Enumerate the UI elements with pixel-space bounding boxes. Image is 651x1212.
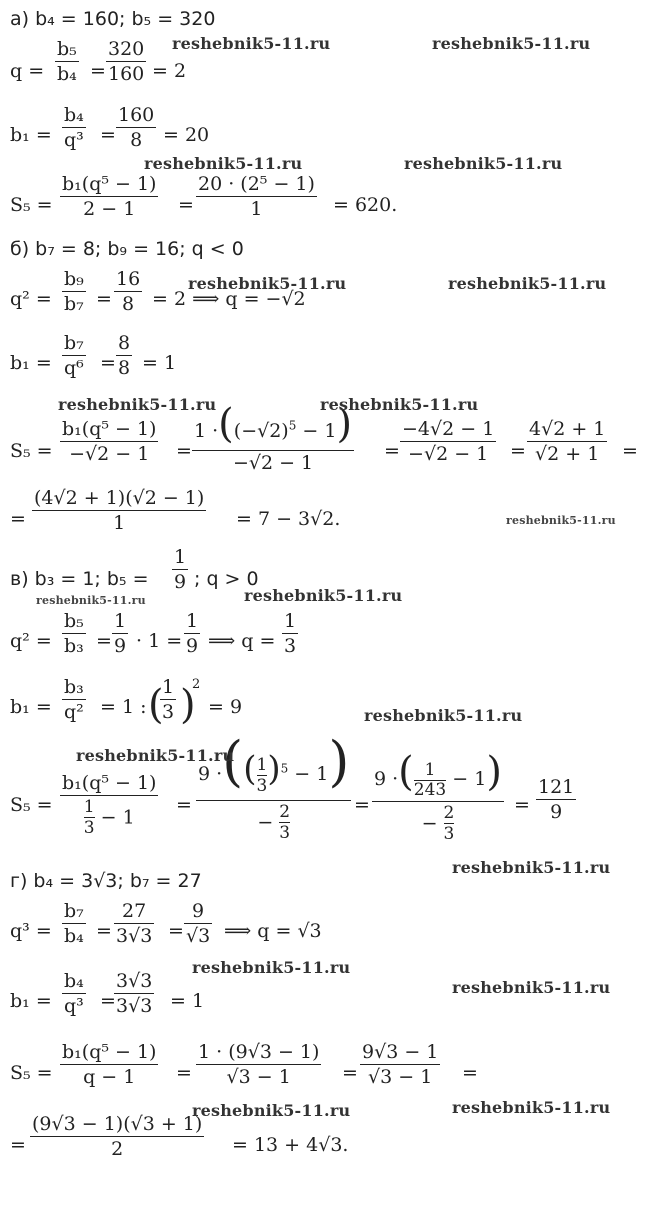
part-v-s5-frac2-inner-num: 1 [256, 754, 268, 775]
part-v-b1-frac1-num: b₃ [64, 676, 84, 698]
part-b-s5-frac4-den: √2 + 1 [527, 441, 607, 465]
part-a-q-lhs: q = [10, 60, 45, 82]
part-v-s5-frac3-close: ) [486, 749, 502, 795]
part-a-q-frac2 [106, 38, 146, 85]
part-v-s5-frac2-exp: 5 [280, 761, 289, 776]
part-b-cont-frac-num: (4√2 + 1)(√2 − 1) [34, 487, 205, 509]
part-v-s5-lhs: S₅ = [10, 794, 53, 816]
part-v-b1-result: = 9 [208, 696, 243, 718]
part-b-s5-frac1-num: b₁(q⁵ − 1) [62, 418, 157, 440]
part-b-b1-lhs: b₁ = [10, 352, 52, 374]
watermark: reshebnik5-11.ru [448, 274, 607, 293]
part-v-s5-frac3-inner-frac [414, 761, 446, 800]
part-v-s5-frac2-den [196, 800, 351, 843]
part-g-cont-result: = 13 + 4√3. [232, 1134, 349, 1156]
part-a-s5-lhs: S₅ = [10, 194, 53, 216]
part-b-q-eq1: = [96, 288, 112, 310]
part-v-q-lhs: q² = [10, 630, 52, 652]
part-g-b1-frac2-num: 3√3 [116, 970, 153, 992]
part-g-q-frac3-num: 9 [192, 900, 205, 922]
part-b-b1-eq1: = [100, 352, 116, 374]
watermark: reshebnik5-11.ru [192, 958, 351, 977]
part-g-b1-lhs: b₁ = [10, 990, 52, 1012]
part-v-s5-frac2-inner-open: ( [243, 749, 257, 789]
watermark: reshebnik5-11.ru [320, 395, 479, 414]
part-b-s5-frac2-tail: − 1 [302, 420, 337, 442]
part-v-s5-frac1-den-frac [84, 797, 95, 838]
part-v-s5-frac1 [60, 772, 158, 843]
part-v-s5-frac3-coef: 9 · [374, 768, 399, 790]
part-a-b1-eq1: = [100, 124, 116, 146]
part-v-s5-frac1-den-tail: − 1 [100, 806, 135, 829]
part-v-s5-frac2-tail: − 1 [294, 763, 329, 785]
part-b-q-lhs: q² = [10, 288, 52, 310]
part-v-header-frac-num: 1 [174, 546, 187, 568]
part-v-q-frac2 [112, 610, 128, 657]
part-v-b1-open: ( [148, 682, 164, 728]
part-b-s5-eq2: = [384, 440, 400, 462]
part-g-s5-frac1 [60, 1041, 158, 1088]
part-g-s5-frac3 [360, 1041, 440, 1088]
part-v-s5-frac4 [536, 776, 576, 823]
part-b-q-frac1 [62, 268, 86, 315]
watermark: reshebnik5-11.ru [58, 395, 217, 414]
part-g-q-frac2-den: 3√3 [116, 925, 153, 947]
watermark: reshebnik5-11.ru [172, 34, 331, 53]
part-b-s5-frac1-den: −√2 − 1 [60, 441, 158, 465]
part-v-s5-frac1-num: b₁(q⁵ − 1) [62, 772, 157, 794]
part-g-s5-lhs: S₅ = [10, 1062, 53, 1084]
part-v-s5-frac3-inner-den: 243 [413, 779, 447, 800]
part-v-s5-frac3-den-den: 3 [443, 823, 455, 844]
part-b-s5-frac2-open: ( [218, 401, 234, 447]
part-a-s5-frac1-den: 2 − 1 [60, 196, 158, 220]
part-g-b1-result: = 1 [170, 990, 205, 1012]
part-g-cont-frac [30, 1113, 204, 1160]
part-v-s5-frac2-inner-den: 3 [256, 775, 268, 796]
part-v-q-frac2-den: 9 [114, 635, 127, 657]
part-g-q-frac2 [114, 900, 154, 947]
part-g-s5-frac1-num: b₁(q⁵ − 1) [62, 1041, 157, 1063]
part-v-b1-mid: = 1 : [100, 696, 147, 718]
part-g-s5-frac3-den: √3 − 1 [360, 1064, 440, 1088]
part-b-s5-frac2-inner: (−√2) [233, 420, 289, 442]
watermark: reshebnik5-11.ru [188, 274, 347, 293]
part-v-header-tail: ; q > 0 [194, 568, 259, 590]
part-b-q-frac2 [114, 268, 142, 315]
part-v-s5-frac2-den-den: 3 [279, 823, 291, 843]
part-v-s5-frac1-den [60, 795, 158, 843]
part-g-s5-frac3-num: 9√3 − 1 [362, 1041, 439, 1063]
part-b-b1-result: = 1 [142, 352, 177, 374]
part-v-s5-frac3-den-sign: − [421, 812, 438, 834]
part-g-s5-result: = [462, 1062, 478, 1084]
part-a-b1-frac2-num: 160 [118, 104, 155, 126]
part-v-q-arrow: ⟹ q = [208, 630, 276, 652]
part-g-b1-frac1 [62, 970, 86, 1017]
part-v-s5-frac2-open: ( [222, 730, 244, 793]
part-g-s5-eq1: = [176, 1062, 192, 1084]
part-v-s5-frac4-den: 9 [536, 799, 576, 823]
part-g-cont-lhs: = [10, 1134, 26, 1156]
part-b-s5-frac3 [400, 418, 496, 465]
part-a-b1-frac2 [116, 104, 156, 151]
part-v-s5-frac2-inner-close: ) [267, 749, 281, 789]
part-v-s5-eq2: = [354, 794, 370, 816]
part-b-b1-frac1 [62, 332, 86, 379]
part-v-s5-frac1-den-num: 1 [83, 797, 95, 817]
part-v-s5-frac2-den-frac [279, 802, 290, 843]
part-v-b1-lhs: b₁ = [10, 696, 52, 718]
part-b-b1-frac1-num: b₇ [64, 332, 84, 354]
watermark: reshebnik5-11.ru [364, 706, 523, 725]
part-v-q-frac4-den: 3 [284, 635, 297, 657]
part-g-q-frac3 [184, 900, 212, 947]
part-v-s5-frac3-den-num: 2 [443, 802, 455, 823]
part-g-b1-frac1-den: q³ [64, 995, 84, 1017]
part-b-s5-eq1: = [176, 440, 192, 462]
part-b-header: б) b₇ = 8; b₉ = 16; q < 0 [10, 238, 244, 260]
part-v-q-mid: · 1 = [136, 630, 183, 652]
part-g-q-frac1-num: b₇ [64, 900, 84, 922]
part-v-b1-frac2-den: 3 [162, 701, 175, 723]
part-a-q-frac2-num: 320 [108, 38, 145, 60]
part-b-s5-frac1 [60, 418, 158, 465]
part-b-s5-frac2-den: −√2 − 1 [192, 450, 354, 474]
part-b-s5-frac4-num: 4√2 + 1 [529, 418, 606, 440]
part-v-s5-frac4-num: 121 [538, 776, 575, 798]
part-a-s5-frac1-num: b₁(q⁵ − 1) [62, 173, 157, 195]
part-g-q-lhs: q³ = [10, 920, 52, 942]
part-b-s5-frac2-close: ) [336, 401, 353, 447]
part-g-b1-frac2-den: 3√3 [116, 995, 153, 1017]
part-b-q-frac2-den: 8 [114, 291, 142, 315]
part-g-b1-frac2 [114, 970, 154, 1017]
part-v-q-eq1: = [96, 630, 112, 652]
part-a-b1-frac1 [62, 104, 86, 151]
part-v-b1-close: ) [180, 682, 196, 728]
part-b-cont-result: = 7 − 3√2. [236, 508, 341, 530]
part-v-q-frac1-den: b₃ [64, 635, 84, 657]
part-a-q-eq1: = [90, 60, 106, 82]
part-v-b1-frac1-den: q² [64, 701, 84, 723]
watermark: reshebnik5-11.ru [452, 1098, 611, 1117]
part-g-q-eq2: = [168, 920, 184, 942]
part-a-s5-frac1 [60, 173, 158, 220]
part-b-s5-frac3-num: −4√2 − 1 [402, 418, 495, 440]
part-g-s5-frac2 [196, 1041, 321, 1088]
part-v-b1-frac2 [160, 676, 176, 723]
part-v-s5-frac3-den [372, 801, 504, 844]
part-v-header: в) b₃ = 1; b₅ = [10, 568, 149, 590]
part-b-s5-frac3-den: −√2 − 1 [400, 441, 496, 465]
part-b-s5-eq3: = [510, 440, 526, 462]
part-g-s5-frac2-den: √3 − 1 [196, 1064, 321, 1088]
part-a-s5-result: = 620. [333, 194, 398, 216]
watermark: reshebnik5-11.ru [192, 1101, 351, 1120]
part-v-s5-frac2-coef: 9 · [198, 763, 223, 785]
watermark: reshebnik5-11.ru [432, 34, 591, 53]
watermark: reshebnik5-11.ru [452, 858, 611, 877]
part-v-s5-frac3-open: ( [398, 749, 414, 795]
part-a-b1-result: = 20 [163, 124, 210, 146]
part-b-q-frac1-den: b₇ [64, 293, 84, 315]
part-v-q-frac2-num: 1 [114, 610, 127, 632]
part-b-q-result: = 2 ⟹ q = −√2 [152, 288, 306, 310]
part-g-q-frac2-num: 27 [122, 900, 147, 922]
part-v-b1-frac2-num: 1 [162, 676, 175, 698]
part-b-s5-frac2-exp: 5 [288, 418, 297, 433]
part-a-b1-frac1-den: q³ [64, 129, 84, 151]
part-a-q-frac1-den: b₄ [57, 63, 77, 85]
part-g-q-frac3-den: √3 [186, 925, 211, 947]
part-v-s5-eq3: = [514, 794, 530, 816]
part-v-q-frac3 [184, 610, 200, 657]
part-v-s5-frac3-num [372, 749, 504, 801]
part-g-q-result: ⟹ q = √3 [224, 920, 322, 942]
part-a-s5-frac2 [196, 173, 317, 220]
part-v-q-frac1-num: b₅ [64, 610, 84, 632]
part-v-q-frac1 [62, 610, 86, 657]
part-a-b1-lhs: b₁ = [10, 124, 52, 146]
part-v-s5-eq1: = [176, 794, 192, 816]
part-b-q-frac1-num: b₉ [64, 268, 84, 290]
part-g-s5-frac1-den: q − 1 [60, 1064, 158, 1088]
part-v-b1-frac1 [62, 676, 86, 723]
part-v-s5-frac1-den-den: 3 [83, 818, 95, 838]
part-b-cont-lhs: = [10, 508, 26, 530]
part-a-q-result: = 2 [152, 60, 187, 82]
part-g-cont-frac-den: 2 [30, 1136, 204, 1160]
part-v-s5-frac2-den-sign: − [257, 811, 274, 834]
part-g-b1-eq1: = [100, 990, 116, 1012]
part-g-b1-frac1-num: b₄ [64, 970, 84, 992]
part-v-s5-frac3-tail: − 1 [452, 768, 487, 790]
part-b-s5-frac2 [192, 401, 354, 474]
part-g-s5-frac2-num: 1 · (9√3 − 1) [198, 1041, 320, 1063]
part-v-q-frac4-num: 1 [284, 610, 297, 632]
watermark: reshebnik5-11.ru [244, 586, 403, 605]
part-g-header: г) b₄ = 3√3; b₇ = 27 [10, 870, 202, 892]
part-a-b1-frac1-num: b₄ [64, 104, 84, 126]
watermark: reshebnik5-11.ru [404, 154, 563, 173]
part-a-s5-eq1: = [178, 194, 194, 216]
part-a-s5-frac2-den: 1 [196, 196, 317, 220]
watermark: reshebnik5-11.ru [452, 978, 611, 997]
part-v-s5-frac3 [372, 749, 504, 844]
part-a-q-frac2-den: 160 [108, 63, 145, 85]
part-v-s5-frac2-den-num: 2 [279, 802, 291, 822]
part-g-q-eq1: = [96, 920, 112, 942]
part-b-cont-frac-den: 1 [32, 510, 206, 534]
part-g-cont-frac-num: (9√3 − 1)(√3 + 1) [32, 1113, 203, 1135]
part-g-q-frac1-den: b₄ [64, 925, 84, 947]
part-b-b1-frac2-den: 8 [118, 357, 131, 379]
part-b-b1-frac2-num: 8 [118, 332, 131, 354]
part-b-s5-eq4: = [622, 440, 638, 462]
part-b-cont-frac [32, 487, 206, 534]
part-v-b1-exp: 2 [192, 677, 201, 692]
part-a-header: а) b₄ = 160; b₅ = 320 [10, 8, 216, 30]
part-v-s5-frac2-inner-frac [257, 755, 268, 796]
part-v-q-frac4 [282, 610, 298, 657]
part-v-q-frac3-den: 9 [186, 635, 199, 657]
part-a-q-frac1-num: b₅ [57, 38, 77, 60]
part-b-s5-lhs: S₅ = [10, 440, 53, 462]
part-a-s5-frac2-num: 20 · (2⁵ − 1) [198, 173, 315, 195]
part-g-s5-eq2: = [342, 1062, 358, 1084]
part-g-q-frac1 [62, 900, 86, 947]
part-v-header-frac [172, 546, 188, 593]
part-b-q-frac2-num: 16 [116, 268, 141, 290]
part-b-b1-frac1-den: q⁶ [64, 357, 84, 379]
part-v-header-frac-den: 9 [174, 571, 187, 593]
part-v-s5-frac3-inner-num: 1 [424, 759, 436, 780]
part-b-s5-frac4 [527, 418, 607, 465]
watermark: reshebnik5-11.ru [506, 514, 616, 527]
watermark: reshebnik5-11.ru [76, 746, 235, 765]
watermark: reshebnik5-11.ru [36, 594, 146, 607]
part-v-s5-frac2-close: ) [328, 730, 350, 793]
part-v-s5-frac3-den-frac [444, 803, 455, 844]
part-a-b1-frac2-den: 8 [116, 127, 156, 151]
part-v-q-frac3-num: 1 [186, 610, 199, 632]
part-b-b1-frac2 [116, 332, 132, 379]
watermark: reshebnik5-11.ru [144, 154, 303, 173]
part-a-q-frac1 [55, 38, 79, 85]
part-b-s5-frac2-coef: 1 · [194, 420, 219, 442]
